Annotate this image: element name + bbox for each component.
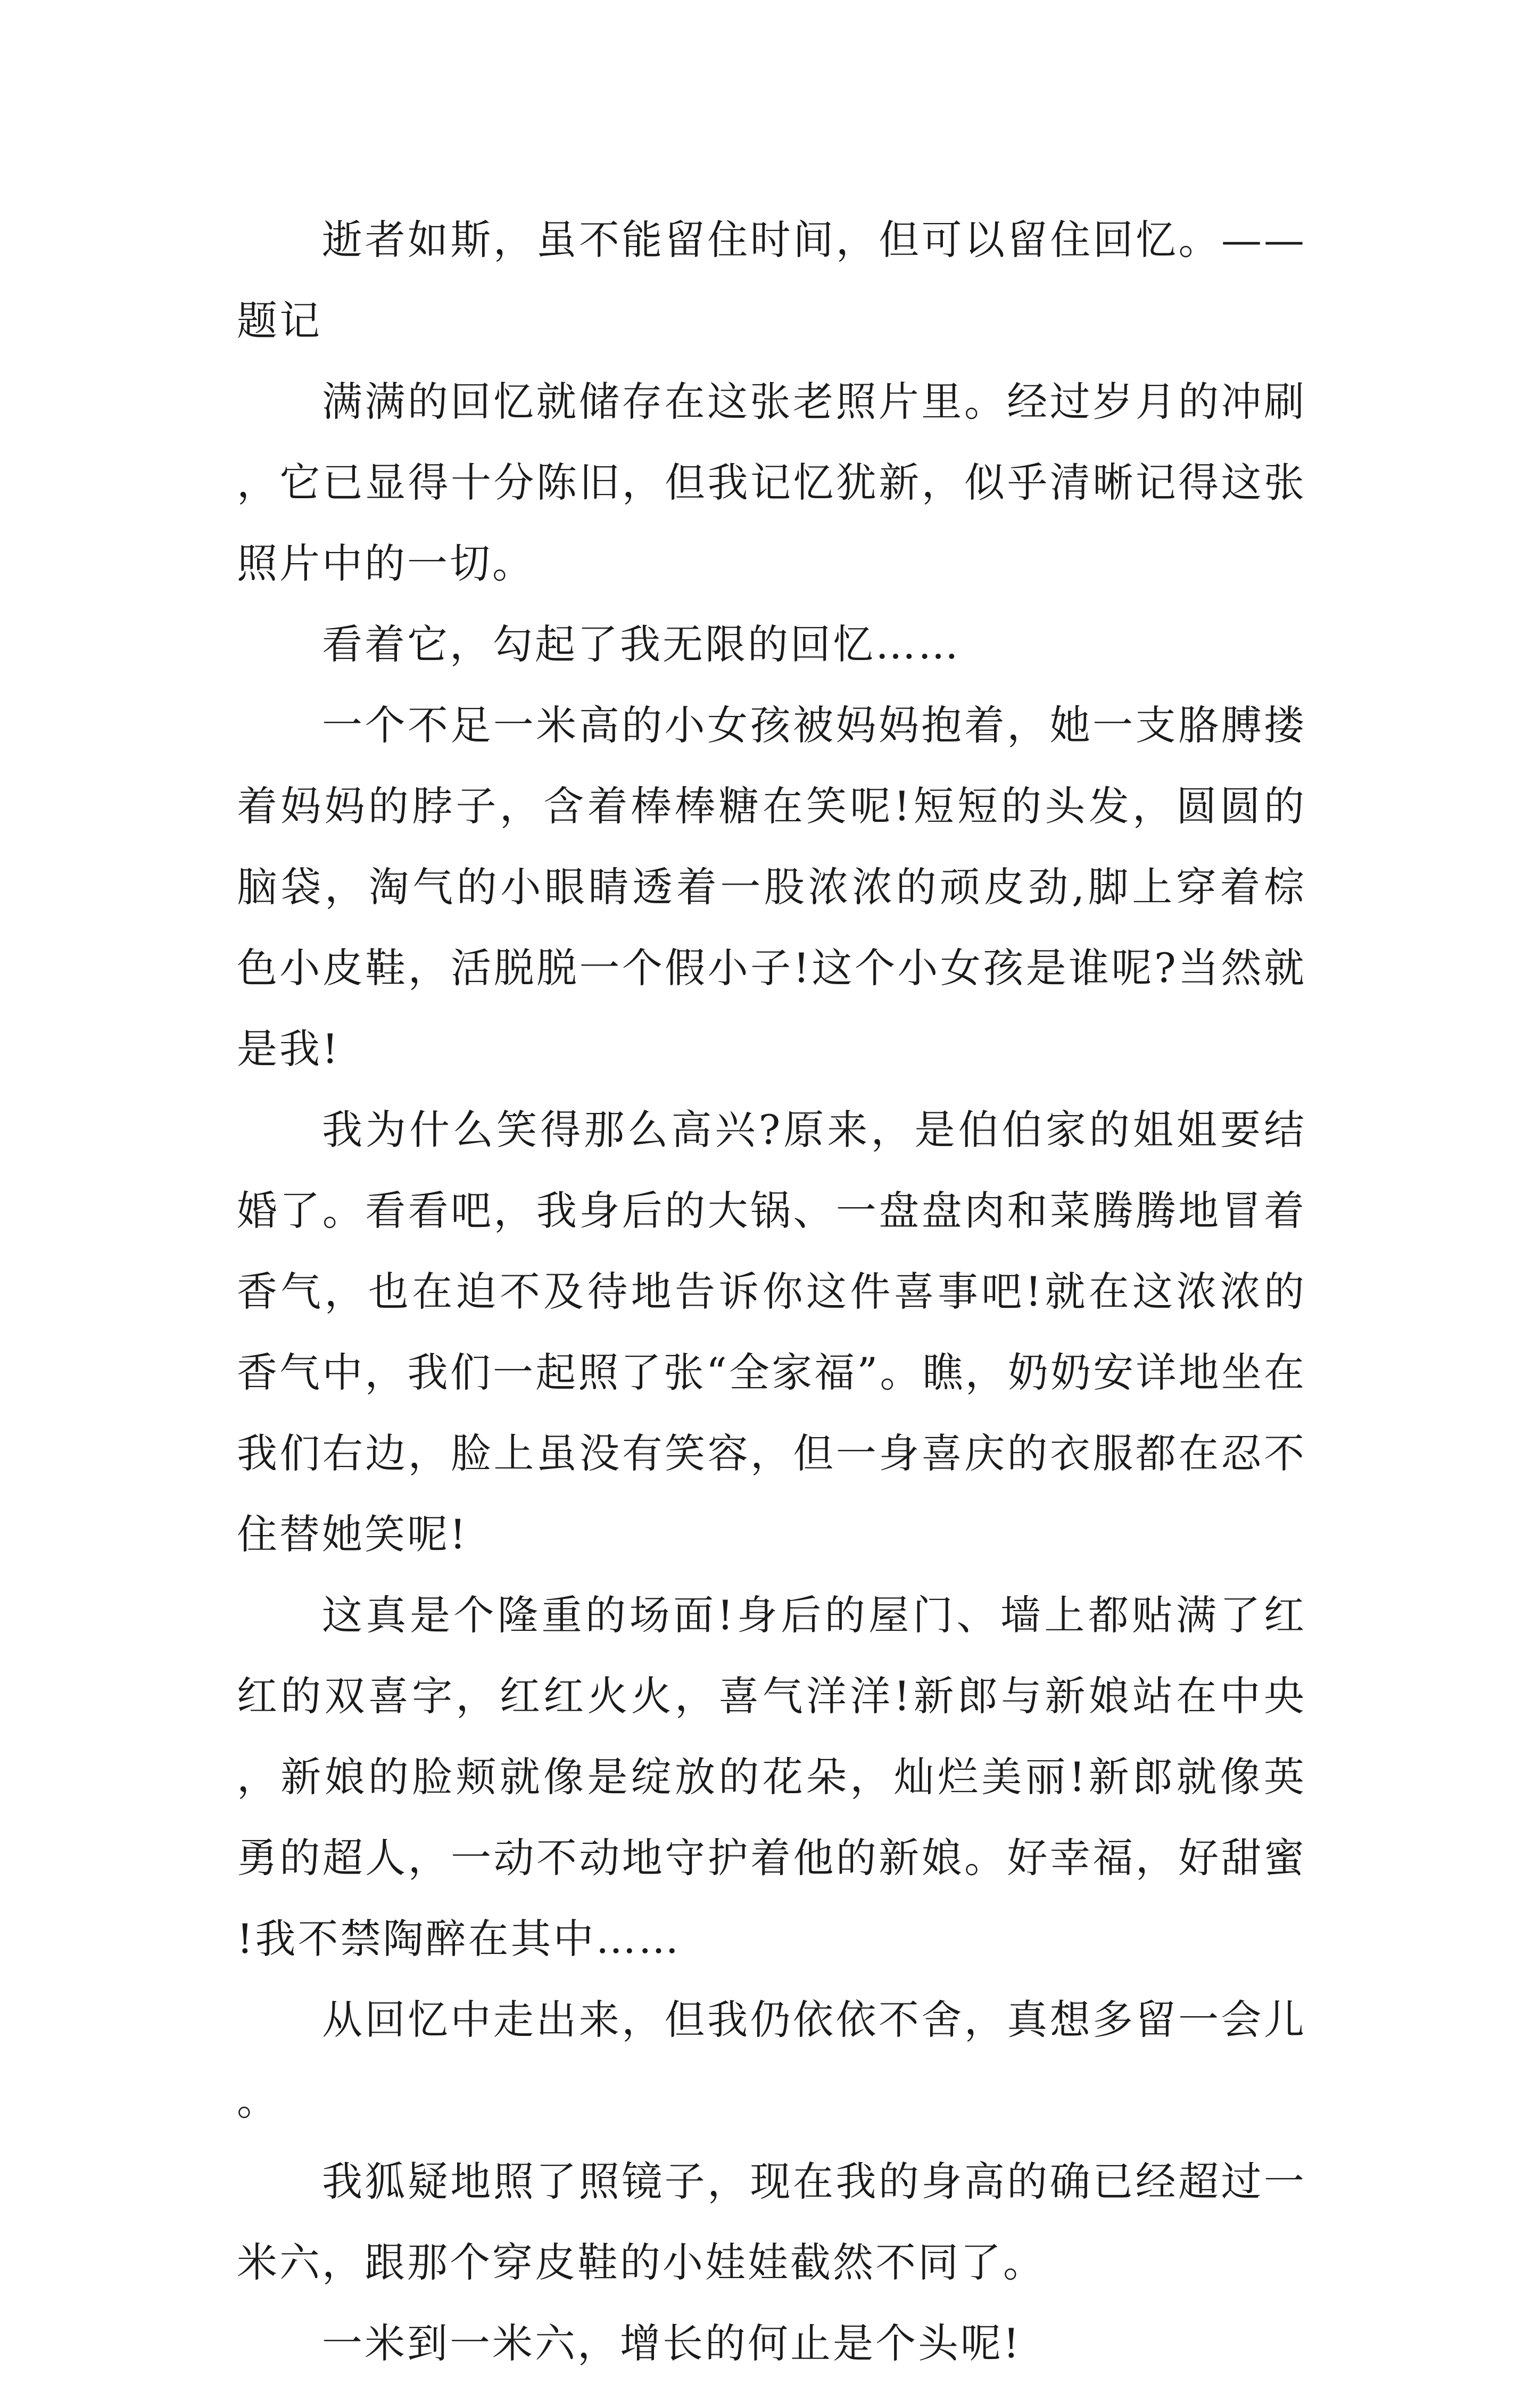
paragraph-mirror: 我狐疑地照了照镜子，现在我的身高的确已经超过一米六，跟那个穿皮鞋的小娃娃截然不同了。	[237, 2158, 1306, 2286]
epigraph: 逝者如斯，虽不能留住时间，但可以留住回忆。——题记	[237, 216, 1306, 344]
paragraph-return: 从回忆中走出来，但我仍依依不舍，真想多留一会儿。	[237, 1996, 1306, 2124]
paragraph-old-photo: 满满的回忆就储存在这张老照片里。经过岁月的冲刷，它已显得十分陈旧，但我记忆犹新，似乎清晰记得这张照片中的一切。	[237, 378, 1306, 587]
paragraph-wedding: 我为什么笑得那么高兴?原来，是伯伯家的姐姐要结婚了。看看吧，我身后的大锅、一盘盘肉和菜腾腾地冒着香气，也在迫不及待地告诉你这件喜事吧!就在这浓浓的香气中，我们一起照了张“全家福”。瞧，奶奶安详地坐在我们右边，脸上虽没有笑容，但一身喜庆的衣服都在忍不住替她笑呢!	[237, 1106, 1306, 1558]
paragraph-memories: 看着它，勾起了我无限的回忆……	[322, 621, 961, 668]
paragraph-conclusion: 一米到一米六，增长的何止是个头呢!	[322, 2320, 1022, 2367]
essay-body	[237, 200, 1306, 2384]
paragraph-little-girl: 一个不足一米高的小女孩被妈妈抱着，她一支胳膊搂着妈妈的脖子，含着棒棒糖在笑呢!短短的头发，圆圆的脑袋，淘气的小眼睛透着一股浓浓的顽皮劲,脚上穿着棕色小皮鞋，活脱脱一个假小子!这个小女孩是谁呢?当然就是我!	[237, 702, 1306, 1073]
paragraph-ceremony: 这真是个隆重的场面!身后的屋门、墙上都贴满了红红的双喜字，红红火火，喜气洋洋!新郎与新娘站在中央，新娘的脸颊就像是绽放的花朵，灿烂美丽!新郎就像英勇的超人，一动不动地守护着他的新娘。好幸福，好甜蜜!我不禁陶醉在其中……	[237, 1591, 1306, 1962]
